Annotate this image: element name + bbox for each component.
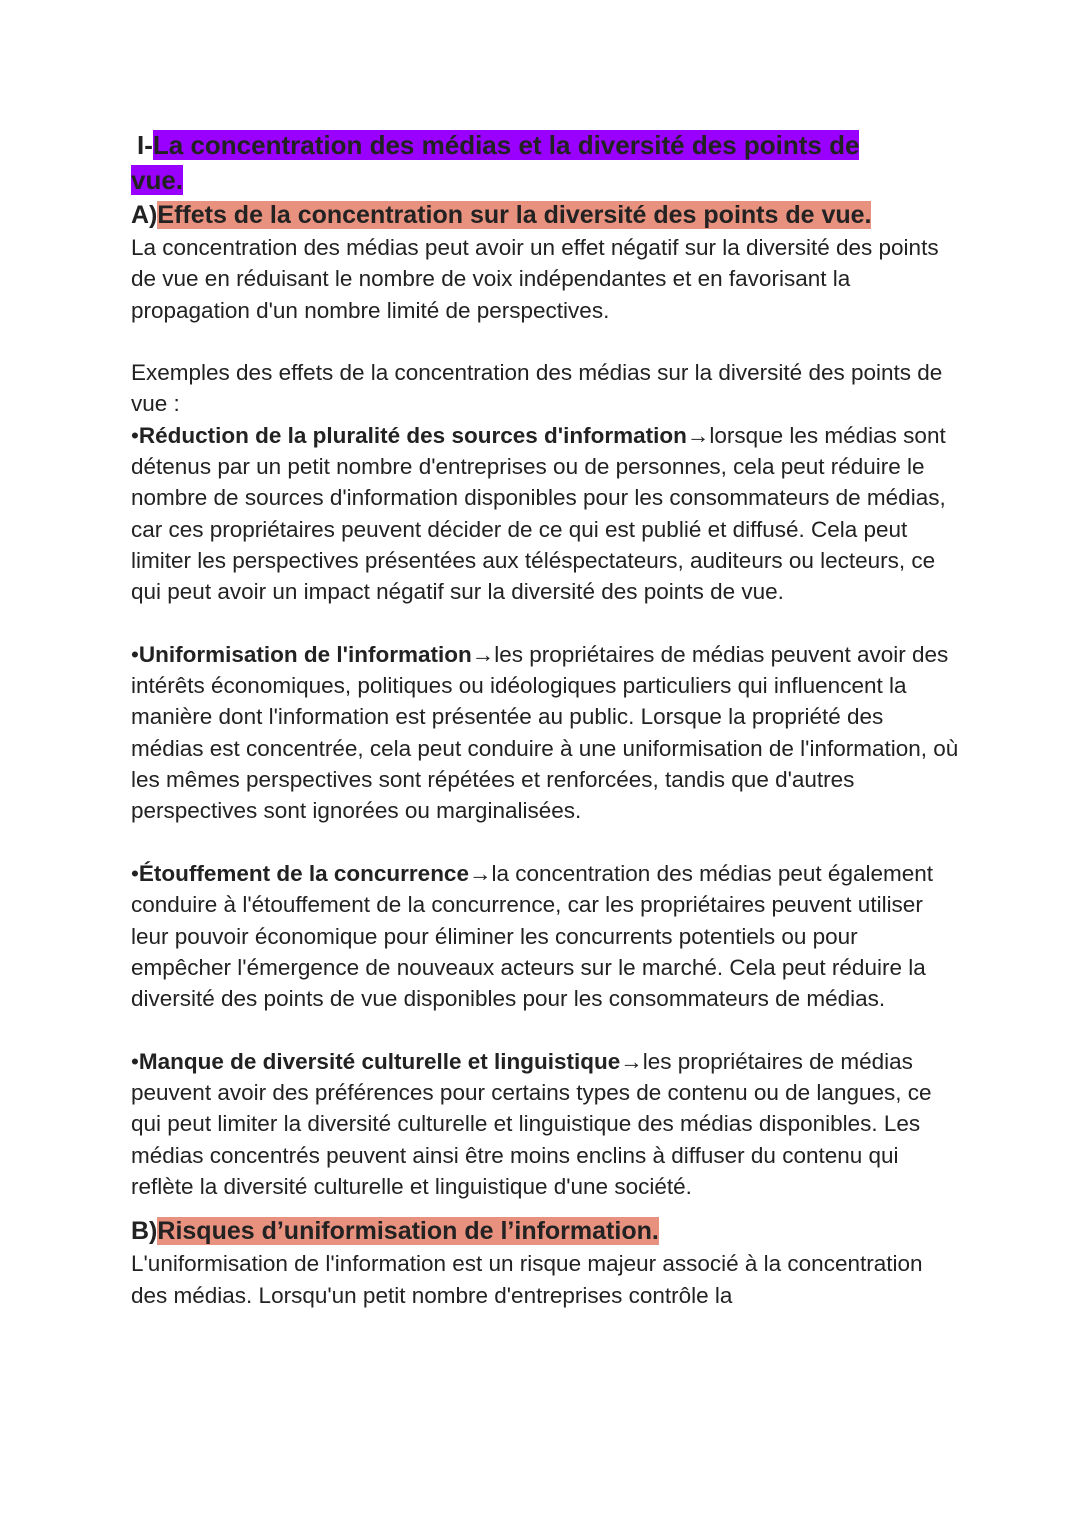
subsection-b-intro: L'uniformisation de l'information est un risque majeur associé à la concentration des médias. Lorsqu'un petit nombre d'entreprises contrôle la [131,1251,923,1308]
item-text: les propriétaires de médias peuvent avoir des préférences pour certains types de contenu ou de langues, ce qui peut limiter la diversité culturelle et linguistique des médias disponibles. Les médias concentrés peuvent ainsi être moins enclins à diffuser du contenu qui reflète la diversité culturelle et linguistique d'une société. [131,1048,932,1199]
spacer [131,827,961,858]
list-item [131,639,961,827]
item-term: Réduction de la pluralité des sources d'information [138,422,687,448]
item-term: Étouffement de la concurrence [138,860,469,886]
subsection-heading-b [131,1214,961,1248]
section-title-highlight-2 [131,165,183,195]
bullet: • [131,860,139,886]
list-item [131,1046,961,1202]
spacer [131,326,961,357]
subsection-heading-a [131,198,961,232]
subsection-b-prefix: B) [131,1217,158,1246]
item-term: Manque de diversité culturelle et linguistique [138,1048,621,1074]
section-title-line-1: La concentration des médias et la diversité des points de [152,130,860,160]
subsection-a-intro: La concentration des médias peut avoir un effet négatif sur la diversité des points de vue en réduisant le nombre de voix indépendantes et en favorisant la propagation d'un nombre limité de perspectives. [131,235,939,323]
section-prefix: I- [137,130,153,160]
document-page [131,128,961,1311]
section-heading-1 [131,128,961,198]
subsection-b-title: Risques d’uniformisation de l’information. [157,1217,659,1246]
list-item [131,420,961,608]
spacer [131,608,961,639]
spacer [131,1014,961,1045]
bullet: • [131,422,139,448]
examples-intro: Exemples des effets de la concentration des médias sur la diversité des points de vue : [131,360,943,417]
item-text: lorsque les médias sont détenus par un petit nombre d'entreprises ou de personnes, cela peut réduire le nombre de sources d'information disponibles pour les consommateurs de médias, car ces propriétaires peuvent décider de ce qui est publié et diffusé. Cela peut limiter les perspectives présentées aux téléspectateurs, auditeurs ou lecteurs, ce qui peut avoir un impact négatif sur la diversité des points de vue. [131,422,946,605]
item-term: Uniformisation de l'information [138,641,472,667]
subsection-a-prefix: A) [131,201,158,229]
arrow: → [620,1048,643,1074]
bullet: • [131,1048,139,1074]
arrow: → [468,860,492,886]
arrow: → [686,422,710,448]
arrow: → [471,641,495,667]
section-title-line-2: vue. [131,165,184,195]
item-text: les propriétaires de médias peuvent avoir des intérêts économiques, politiques ou idéologiques particuliers qui influencent la manière dont l'information est présentée au public. Lorsque la propriété des médias est concentrée, cela peut conduire à une uniformisation de l'information, où les mêmes perspectives sont répétées et renforcées, tandis que d'autres perspectives sont ignorées ou marginalisées. [131,641,959,824]
subsection-a-title: Effets de la concentration sur la diversité des points de vue. [157,201,872,229]
section-title-highlight [153,130,860,160]
item-text: la concentration des médias peut également conduire à l'étouffement de la concurrence, car les propriétaires peuvent utiliser leur pouvoir économique pour éliminer les concurrents potentiels ou pour empêcher l'émergence de nouveaux acteurs sur le marché. Cela peut réduire la diversité des points de vue disponibles pour les consommateurs de médias. [131,860,933,1012]
bullet: • [131,641,139,667]
list-item [131,858,961,1014]
